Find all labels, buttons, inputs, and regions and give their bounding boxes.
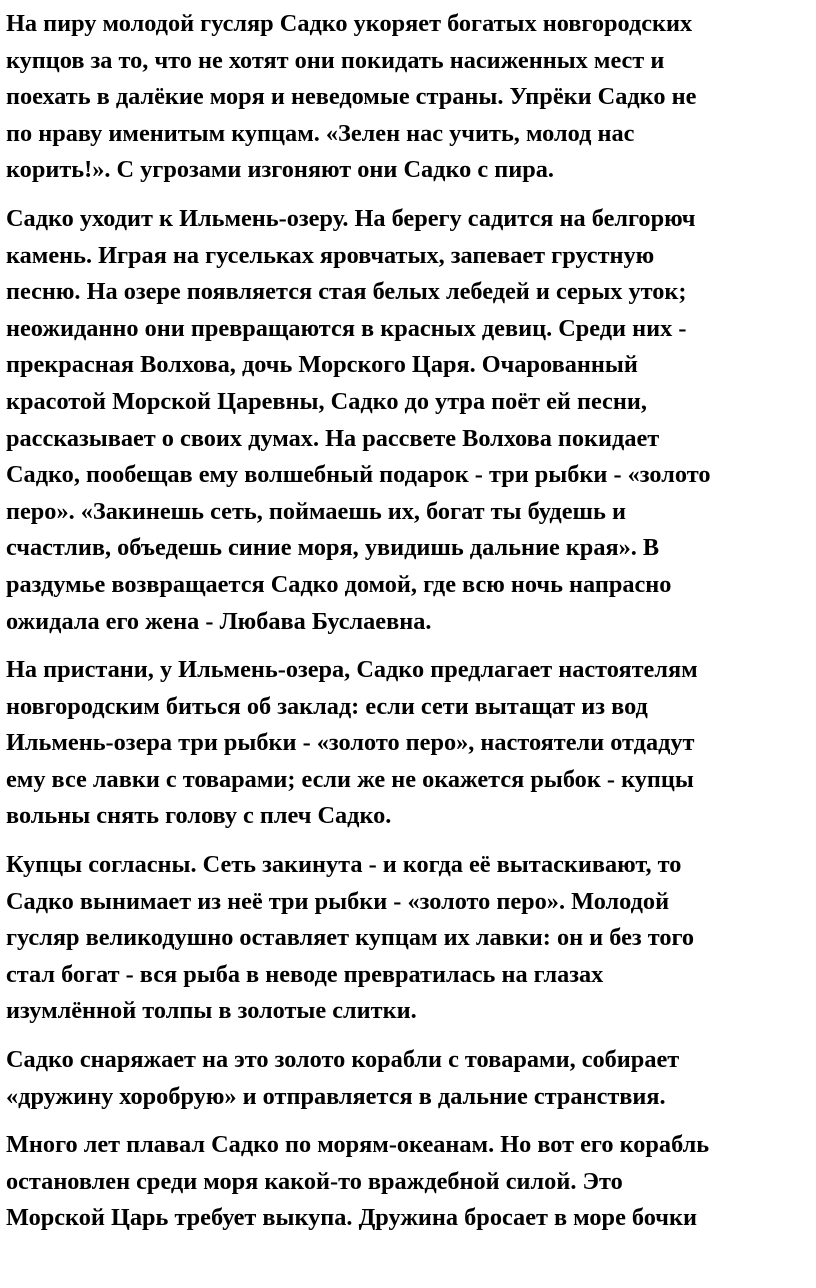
paragraph-6 (6, 1127, 812, 1237)
paragraph-4 (6, 847, 812, 1030)
text-line: раздумье возвращается Садко домой, где всю ночь напрасно (6, 570, 672, 598)
text-line: перо». «Закинешь сеть, поймаешь их, богат ты будешь и (6, 497, 626, 525)
text-line: Садко снаряжает на это золото корабли с товарами, собирает (6, 1046, 680, 1074)
text-line: На пристани, у Ильмень-озера, Садко предлагает настоятелям (6, 656, 698, 684)
text-line: Садко вынимает из неё три рыбки - «золото перо». Молодой (6, 887, 670, 915)
text-line: ему все лавки с товарами; если же не окажется рыбок - купцы (6, 765, 694, 793)
text-line: «дружину хоробрую» и отправляется в дальние странствия. (6, 1082, 666, 1110)
text-line: песню. На озере появляется стая белых лебедей и серых уток; (6, 278, 687, 306)
text-line: корить!». С угрозами изгоняют они Садко с пира. (6, 156, 554, 184)
text-line: купцов за то, что не хотят они покидать насиженных мест и (6, 46, 665, 74)
text-line: вольны снять голову с плеч Садко. (6, 802, 392, 830)
paragraph-2 (6, 201, 812, 640)
text-line: На пиру молодой гусляр Садко укоряет богатых новгородских (6, 10, 693, 37)
text-line: по нраву именитым купцам. «Зелен нас учить, молод нас (6, 119, 635, 147)
text-line: поехать в далёкие моря и неведомые страны. Упрёки Садко не (6, 83, 697, 111)
paragraph-5 (6, 1042, 812, 1115)
text-line: рассказывает о своих думах. На рассвете Волхова покидает (6, 424, 660, 452)
text-line: Ильмень-озера три рыбки - «золото перо», настоятели отдадут (6, 729, 695, 757)
text-line: ожидала его жена - Любава Буслаевна. (6, 607, 432, 635)
text-line: счастлив, объедешь синие моря, увидишь дальние края». В (6, 534, 660, 562)
text-line: камень. Играя на гусельках яровчатых, запевает грустную (6, 241, 655, 269)
paragraph-3 (6, 652, 812, 835)
paragraph-1 (6, 6, 812, 189)
text-line: Садко уходит к Ильмень-озеру. На берегу садится на белгорюч (6, 204, 696, 232)
text-line: новгородским биться об заклад: если сети вытащат из вод (6, 692, 648, 720)
text-line: красотой Морской Царевны, Садко до утра поёт ей песни, (6, 387, 647, 415)
text-line: остановлен среди моря какой-то враждебной силой. Это (6, 1167, 623, 1195)
text-line: неожиданно они превращаются в красных девиц. Среди них - (6, 314, 687, 342)
text-line: Много лет плавал Садко по морям-океанам. Но вот его корабль (6, 1131, 710, 1159)
text-line: стал богат - вся рыба в неводе превратилась на глазах (6, 960, 604, 988)
text-line: Купцы согласны. Сеть закинута - и когда её вытаскивают, то (6, 851, 682, 879)
text-line: Морской Царь требует выкупа. Дружина бросает в море бочки (6, 1204, 697, 1232)
text-line: изумлённой толпы в золотые слитки. (6, 997, 417, 1025)
text-line: прекрасная Волхова, дочь Морского Царя. Очарованный (6, 351, 638, 379)
text-line: Садко, пообещав ему волшебный подарок - три рыбки - «золото (6, 461, 711, 489)
text-line: гусляр великодушно оставляет купцам их лавки: он и без того (6, 924, 695, 952)
